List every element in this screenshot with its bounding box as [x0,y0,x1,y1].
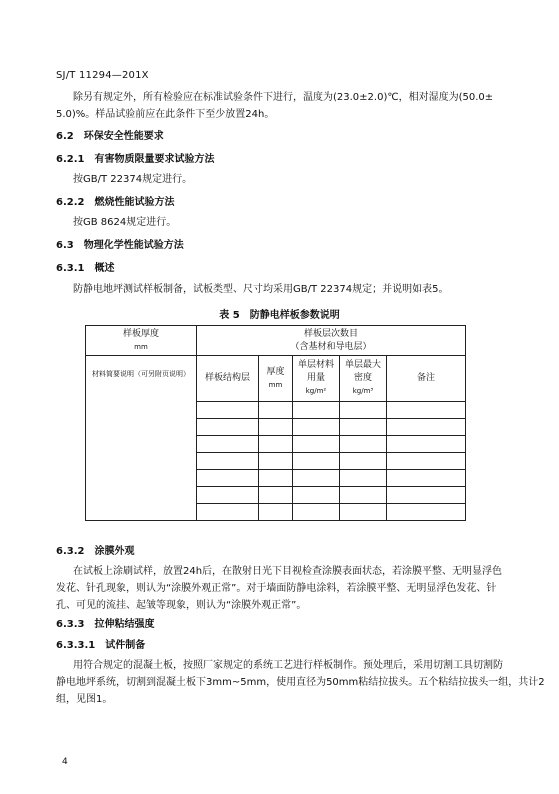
table-5-caption: 表 5 防静电样板参数说明 [219,310,340,321]
section-title: 涂膜外观 [94,546,135,557]
section-title: 有害物质限量要求试验方法 [94,154,215,165]
section-title: 物理化学性能试验方法 [83,240,184,251]
section-number: 6.2.2 [56,197,85,208]
section-6-3-1-body: 防静电地坪测试样板制备，试板类型、尺寸均采用GB/T 22374规定；并说明如表5。 [73,284,449,295]
section-number: 6.3.2 [56,546,85,557]
material-description-cell [86,356,197,521]
section-number: 6.3.3 [56,619,85,630]
intro-line-1: 除另有规定外，所有检验应在标准试验条件下进行，温度为(23.0±2.0)℃，相对湿度为(50.0± [73,92,494,103]
thickness-unit: mm [134,342,148,351]
section-6-3-1-heading [56,262,114,276]
section-6-3-2-line-2: 发花、针孔现象，则认为“涂膜外观正常”。对于墙面防静电涂料，若涂膜平整、无明显浮色发花、针 [56,583,497,594]
page-number: 4 [62,757,68,767]
section-6-3-2-line-1: 在试板上涂刷试样，放置24h后，在散射日光下目视检查涂膜表面状态，若涂膜平整、无明显浮色 [73,566,503,577]
section-number: 6.2 [56,131,74,142]
section-title: 环保安全性能要求 [83,131,164,142]
col-header-density: 单层最大密度 kg/m³ [340,356,387,402]
section-title: 概述 [94,263,115,274]
table-5 [85,325,466,521]
section-6-2-2-body: 按GB 8624规定进行。 [73,217,177,228]
doc-code-header: SJ/T 11294—201X [56,70,149,81]
intro-line-2: 5.0)%。样品试验前应在此条件下至少放置24h。 [56,109,275,120]
col-header-usage: 单层材料用量 kg/m² [293,356,340,402]
section-6-2-heading [56,130,164,144]
section-number: 6.3.1 [56,263,85,274]
section-6-3-3-1-line-3: 组，见图1。 [56,694,113,705]
material-label: 材料简要说明（可另附页说明） [92,370,190,378]
section-title: 拉伸粘结强度 [94,619,155,630]
section-number: 6.3.3.1 [56,640,96,651]
col-header-thickness: 厚度 mm [259,356,293,402]
layers-label: 样板层次数目 [304,328,359,339]
section-title: 燃烧性能试验方法 [94,197,175,208]
section-6-3-3-heading [56,618,154,632]
thickness-label: 样板厚度 [122,328,159,339]
section-title: 试件制备 [105,640,146,651]
table-header-row-1 [86,326,466,356]
table-header-row-2 [86,356,466,402]
section-6-3-3-1-line-2: 静电地坪系统，切割到混凝土板下3mm~5mm，使用直径为50mm粘结拉拔头。五个粘结拉拔头一组，共计2 [56,677,545,688]
layers-sub: （含基材和导电层） [290,341,372,352]
section-6-3-2-line-3: 孔、可见的流挂、起皱等现象，则认为“涂膜外观正常”。 [56,600,307,611]
section-6-2-1-body: 按GB/T 22374规定进行。 [73,174,193,185]
section-6-3-3-1-heading [56,639,145,653]
layers-header-cell [197,326,466,356]
col-header-structure: 样板结构层 [197,356,259,402]
thickness-header-cell [86,326,197,356]
section-6-2-2-heading [56,196,174,210]
section-number: 6.3 [56,240,74,251]
col-header-remarks: 备注 [387,356,466,402]
section-number: 6.2.1 [56,154,85,165]
section-6-2-1-heading [56,153,214,167]
section-6-3-3-1-line-1: 用符合规定的混凝土板，按照厂家规定的系统工艺进行样板制作。预处理后，采用切割工具切割防 [73,660,503,671]
section-6-3-2-heading [56,545,134,559]
section-6-3-heading [56,239,184,253]
